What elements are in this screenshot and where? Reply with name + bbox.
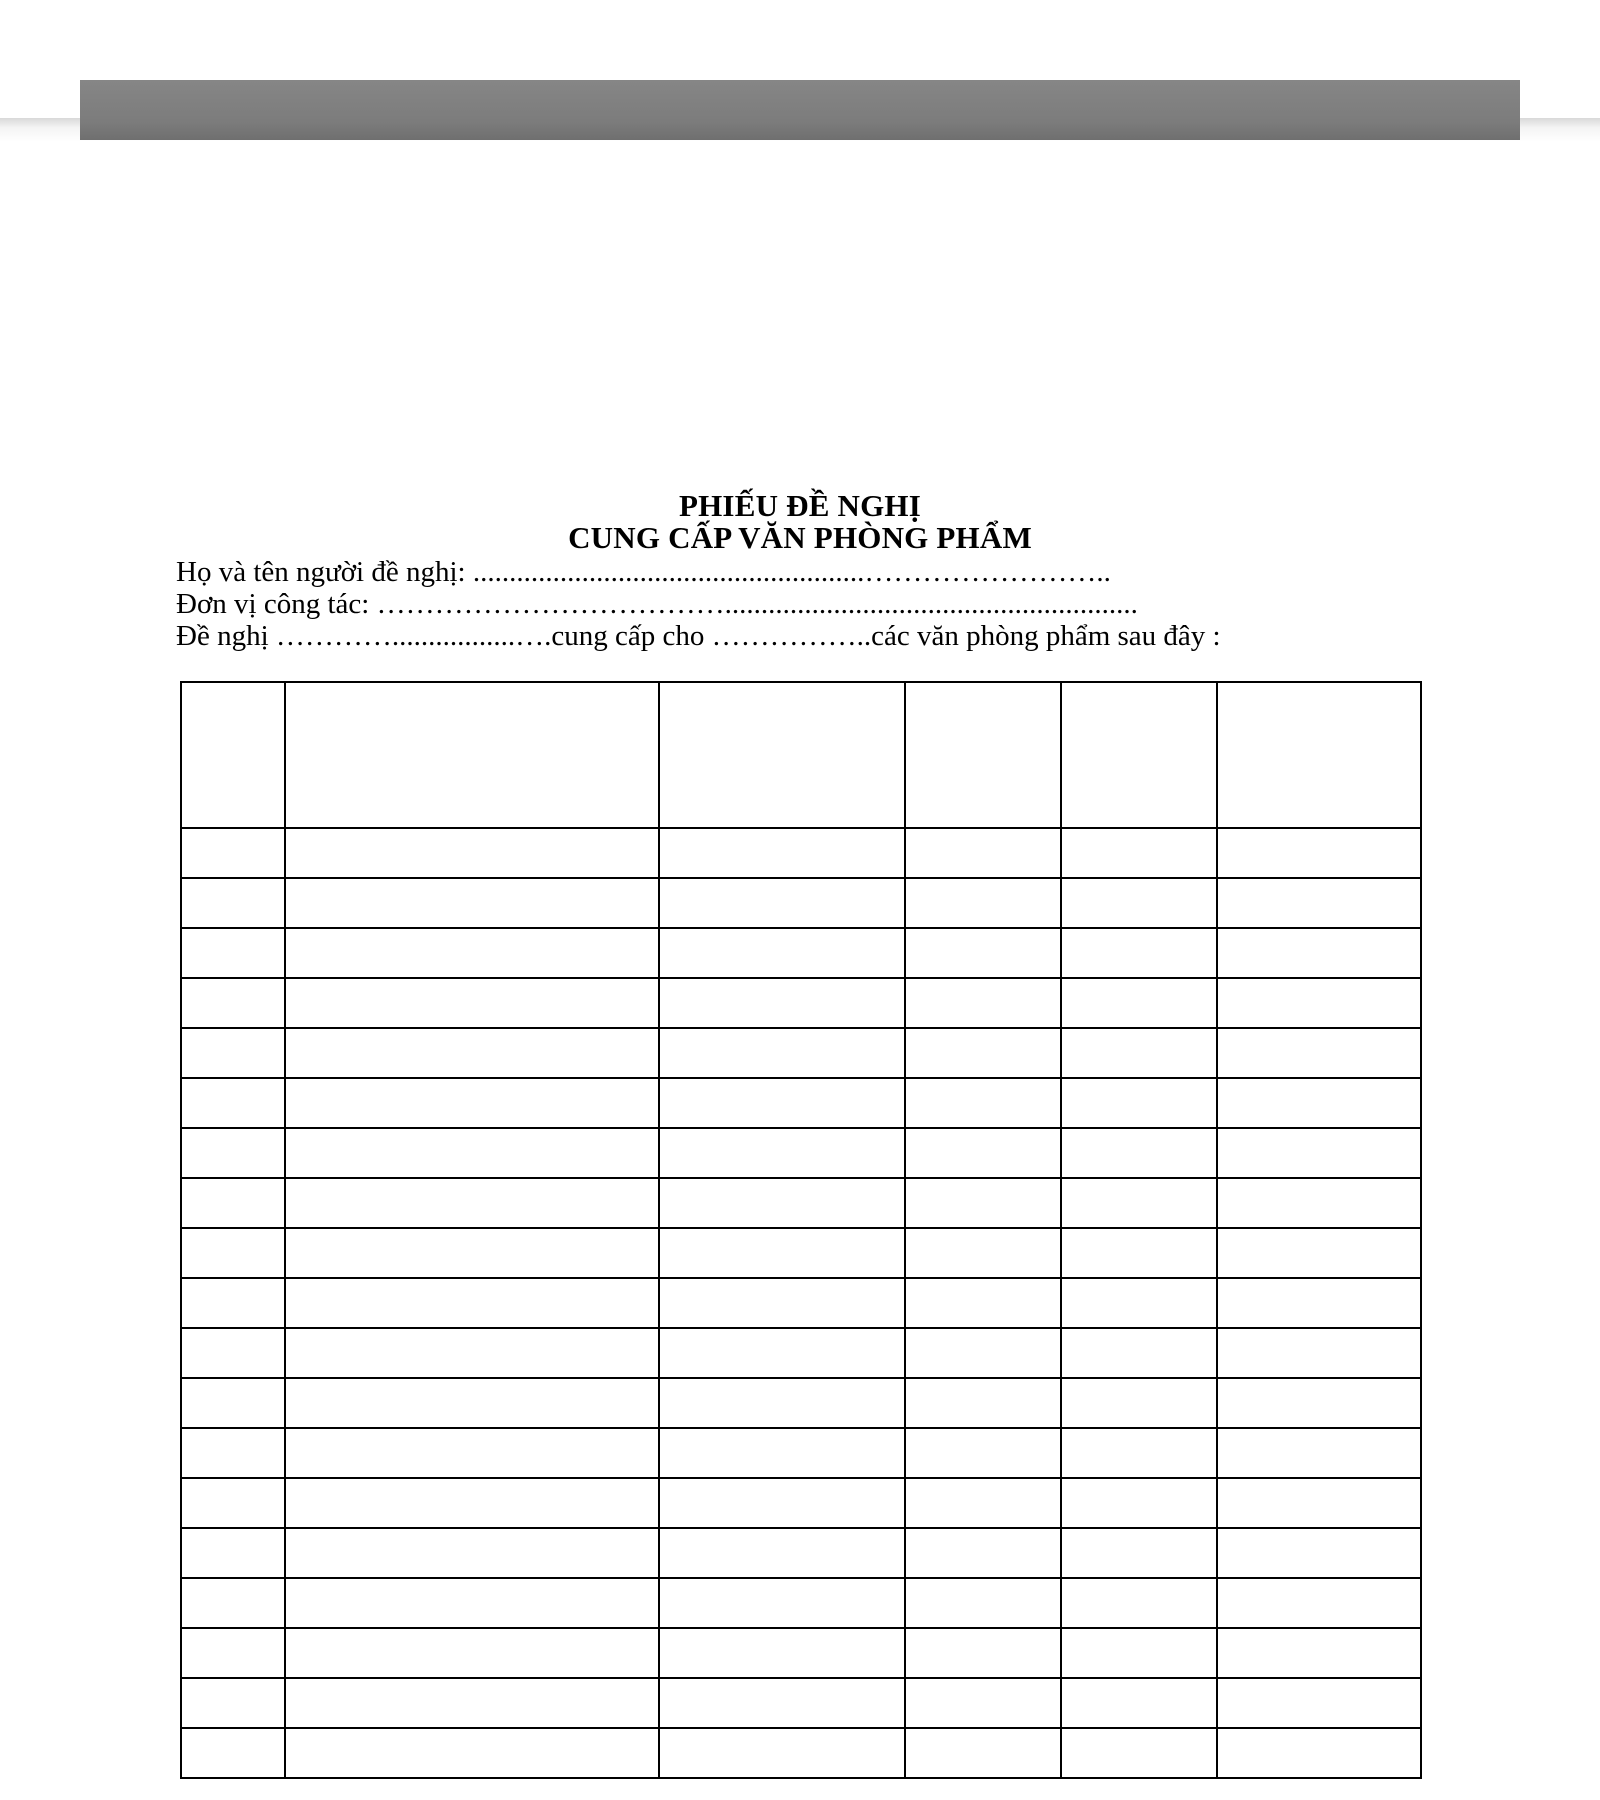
table-cell: [905, 1678, 1061, 1728]
table-cell: [905, 928, 1061, 978]
table-cell: [1061, 1428, 1217, 1478]
table-row: [181, 878, 1421, 928]
table-cell: [905, 1728, 1061, 1778]
table-cell: [659, 1028, 905, 1078]
header-cell: [1061, 682, 1217, 828]
table-row: [181, 1078, 1421, 1128]
table-row: [181, 1378, 1421, 1428]
table-cell: [285, 978, 659, 1028]
table-cell: [1061, 1128, 1217, 1178]
table-cell: [905, 1478, 1061, 1528]
table-cell: [659, 1578, 905, 1628]
table-cell: [1217, 1378, 1421, 1428]
table-cell: [181, 828, 285, 878]
table-cell: [285, 928, 659, 978]
table-row: [181, 1478, 1421, 1528]
table-cell: [1061, 1528, 1217, 1578]
table-cell: [181, 1228, 285, 1278]
table-row: [181, 1328, 1421, 1378]
table-cell: [1061, 1078, 1217, 1128]
table-cell: [181, 1578, 285, 1628]
table-row: [181, 1428, 1421, 1478]
table-cell: [181, 1328, 285, 1378]
table-cell: [181, 1428, 285, 1478]
table-cell: [659, 1628, 905, 1678]
table-cell: [285, 1178, 659, 1228]
table-row: [181, 828, 1421, 878]
table-cell: [285, 1128, 659, 1178]
table-row: [181, 978, 1421, 1028]
table-cell: [659, 1728, 905, 1778]
table-cell: [1217, 828, 1421, 878]
table-cell: [659, 1328, 905, 1378]
table-row: [181, 1628, 1421, 1678]
table-cell: [659, 1378, 905, 1428]
table-cell: [285, 1078, 659, 1128]
table-cell: [1217, 1328, 1421, 1378]
header-cell: [1217, 682, 1421, 828]
table-cell: [1061, 878, 1217, 928]
work-unit-field: Đơn vị công tác: ……………………………….........................................................: [176, 588, 1138, 620]
table-cell: [285, 1528, 659, 1578]
table-cell: [659, 1228, 905, 1278]
table-row: [181, 1028, 1421, 1078]
table-cell: [181, 928, 285, 978]
requester-name-field: Họ và tên người đề nghị: ......................................................……………………..: [176, 556, 1111, 588]
table-cell: [659, 878, 905, 928]
table-cell: [659, 1128, 905, 1178]
table-cell: [181, 978, 285, 1028]
table-cell: [905, 1028, 1061, 1078]
table-cell: [659, 1428, 905, 1478]
table-cell: [659, 1678, 905, 1728]
request-line-field: Đề nghị ………….................….cung cấp cho ……………..các văn phòng phẩm sau đây :: [176, 620, 1221, 652]
table-cell: [1217, 1678, 1421, 1728]
table-cell: [181, 878, 285, 928]
table-row: [181, 1128, 1421, 1178]
table-row: [181, 1678, 1421, 1728]
table-cell: [285, 878, 659, 928]
table-cell: [905, 978, 1061, 1028]
table-cell: [659, 1478, 905, 1528]
viewer-toolbar: [80, 80, 1520, 140]
table-cell: [905, 1278, 1061, 1328]
table-cell: [285, 1428, 659, 1478]
table-cell: [285, 1378, 659, 1428]
table-row: [181, 1228, 1421, 1278]
header-cell: [905, 682, 1061, 828]
table-cell: [285, 1028, 659, 1078]
table-cell: [1217, 1578, 1421, 1628]
table-cell: [1061, 1728, 1217, 1778]
table-cell: [1217, 878, 1421, 928]
table-cell: [181, 1078, 285, 1128]
table-cell: [181, 1678, 285, 1728]
table-cell: [1061, 1028, 1217, 1078]
table-cell: [1061, 1178, 1217, 1228]
table-cell: [1217, 1478, 1421, 1528]
table-cell: [905, 828, 1061, 878]
table-cell: [1061, 1678, 1217, 1728]
table-cell: [181, 1628, 285, 1678]
table-cell: [285, 1328, 659, 1378]
table-cell: [181, 1278, 285, 1328]
table-cell: [1217, 1178, 1421, 1228]
document-title-line-2: CUNG CẤP VĂN PHÒNG PHẨM: [568, 520, 1032, 555]
table-body: [181, 828, 1421, 1778]
table-cell: [1061, 978, 1217, 1028]
table-cell: [1217, 1428, 1421, 1478]
table-cell: [905, 1378, 1061, 1428]
table-cell: [1061, 1228, 1217, 1278]
table-cell: [905, 1328, 1061, 1378]
header-cell: [285, 682, 659, 828]
table-cell: [1061, 928, 1217, 978]
table-cell: [181, 1378, 285, 1428]
table-cell: [659, 1078, 905, 1128]
table-cell: [181, 1028, 285, 1078]
table-cell: [285, 1678, 659, 1728]
table-cell: [1061, 1578, 1217, 1628]
table-cell: [285, 1578, 659, 1628]
table-cell: [659, 1178, 905, 1228]
table-cell: [285, 1478, 659, 1528]
table-cell: [1217, 1078, 1421, 1128]
table-cell: [1061, 828, 1217, 878]
table-cell: [1217, 1278, 1421, 1328]
table-cell: [285, 1228, 659, 1278]
table-cell: [285, 1628, 659, 1678]
table-cell: [905, 1578, 1061, 1628]
table-cell: [181, 1528, 285, 1578]
table-cell: [1217, 1628, 1421, 1678]
table-cell: [1217, 1128, 1421, 1178]
table-cell: [1061, 1378, 1217, 1428]
table-cell: [1217, 978, 1421, 1028]
table-row: [181, 1278, 1421, 1328]
table-row: [181, 1728, 1421, 1778]
supplies-table: [180, 681, 1422, 1779]
table-cell: [181, 1478, 285, 1528]
table-cell: [905, 1428, 1061, 1478]
table-cell: [905, 1178, 1061, 1228]
table-cell: [659, 1278, 905, 1328]
table-cell: [285, 828, 659, 878]
table-cell: [1217, 1728, 1421, 1778]
table-cell: [905, 1128, 1061, 1178]
table-row: [181, 1178, 1421, 1228]
table-cell: [285, 1728, 659, 1778]
table-cell: [181, 1178, 285, 1228]
table-cell: [1217, 1528, 1421, 1578]
table-row: [181, 928, 1421, 978]
table-cell: [905, 1528, 1061, 1578]
table-cell: [181, 1728, 285, 1778]
table-cell: [1217, 928, 1421, 978]
table-cell: [659, 978, 905, 1028]
table-cell: [905, 1078, 1061, 1128]
table-cell: [1061, 1628, 1217, 1678]
table-cell: [1217, 1228, 1421, 1278]
table-row: [181, 1578, 1421, 1628]
table-cell: [905, 1228, 1061, 1278]
table-cell: [905, 878, 1061, 928]
table-row: [181, 1528, 1421, 1578]
table-cell: [905, 1628, 1061, 1678]
table-cell: [181, 1128, 285, 1178]
header-cell: [181, 682, 285, 828]
table-cell: [1061, 1328, 1217, 1378]
table-cell: [285, 1278, 659, 1328]
table-cell: [659, 828, 905, 878]
header-cell: [659, 682, 905, 828]
table-cell: [1217, 1028, 1421, 1078]
table-cell: [659, 928, 905, 978]
table-cell: [1061, 1278, 1217, 1328]
document-title-line-1: PHIẾU ĐỀ NGHỊ: [678, 488, 922, 523]
table-header-row: [181, 682, 1421, 828]
table-cell: [1061, 1478, 1217, 1528]
table-cell: [659, 1528, 905, 1578]
